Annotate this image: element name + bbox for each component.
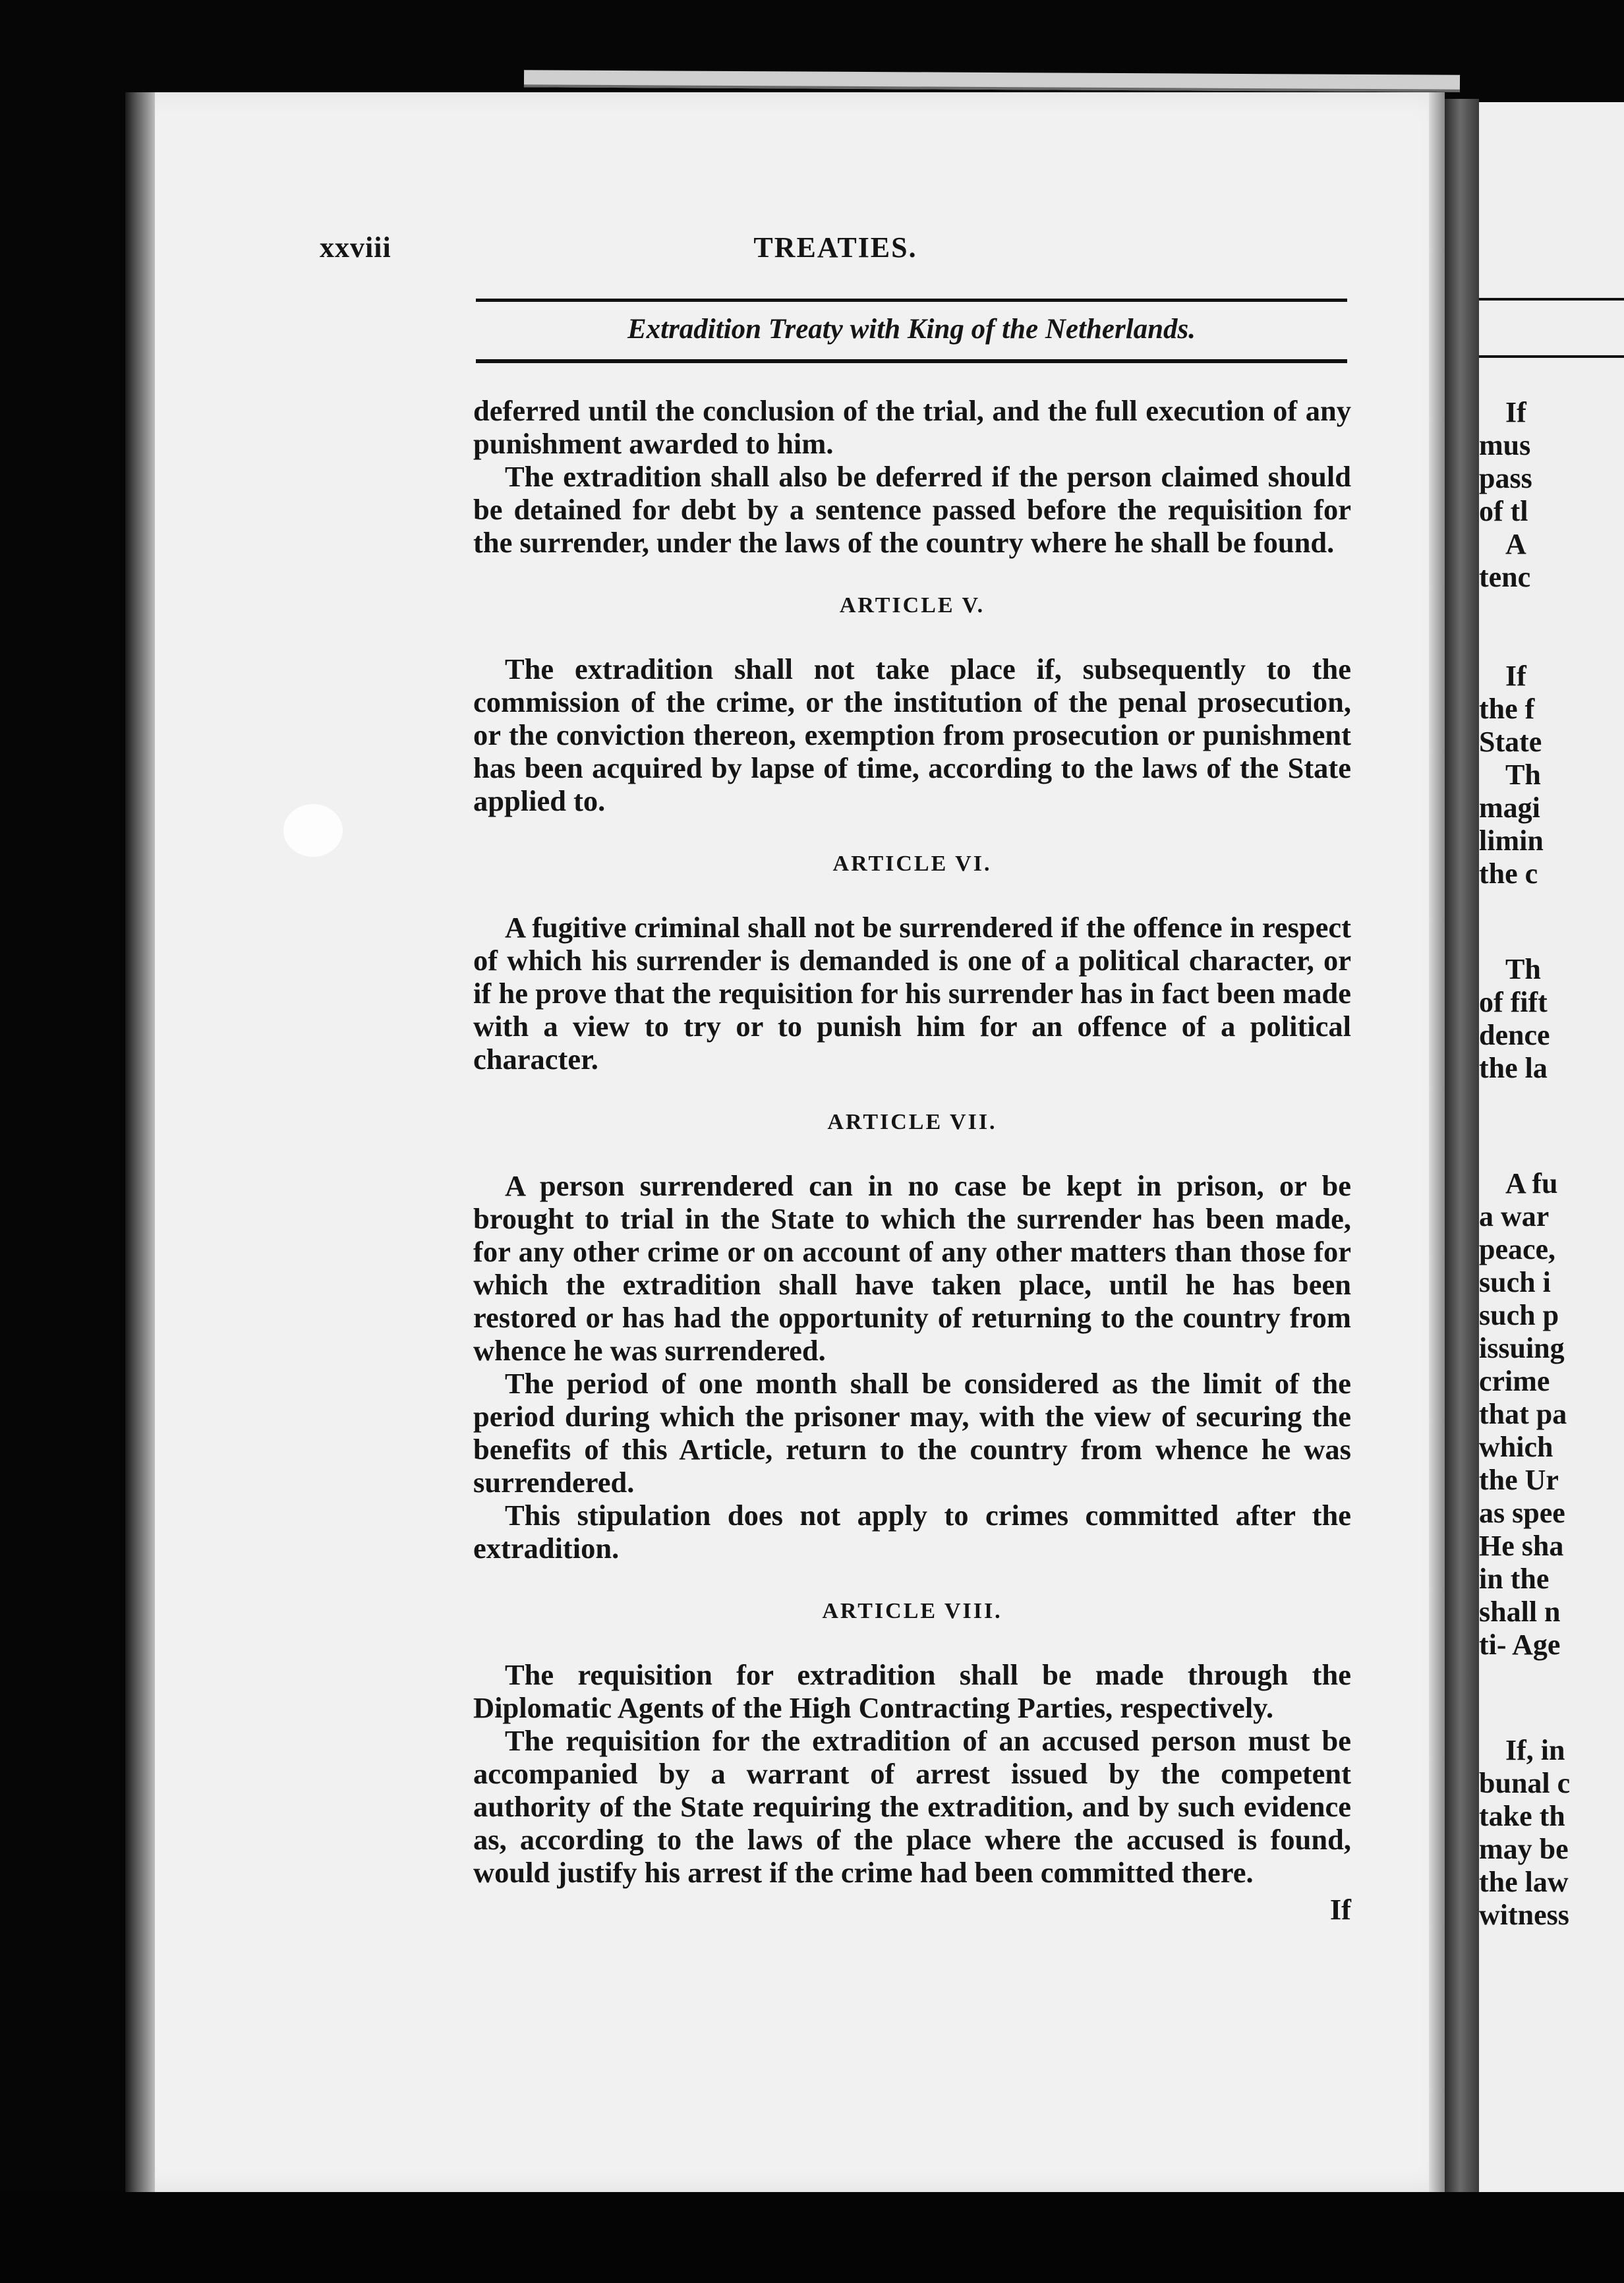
facing-page-line: If (1505, 396, 1526, 428)
facing-page-line: such i (1479, 1266, 1551, 1298)
facing-page-line: in the (1479, 1563, 1550, 1595)
article-heading: ARTICLE VII. (827, 1110, 997, 1134)
facing-page-line: issuing (1479, 1332, 1565, 1364)
page-gutter (125, 92, 155, 2192)
facing-page-line: mus (1479, 429, 1531, 461)
facing-page-line: of fift (1479, 986, 1548, 1018)
facing-page-line: bunal c (1479, 1767, 1571, 1799)
facing-page-line: A fu (1505, 1167, 1558, 1199)
facing-page-line: a war (1479, 1200, 1550, 1232)
facing-page-line: the law (1479, 1866, 1569, 1898)
facing-page-line: shall n (1479, 1596, 1561, 1628)
facing-page-line: that pa (1479, 1398, 1567, 1430)
header-rule-top (476, 299, 1347, 302)
treaty-subtitle: Extradition Treaty with King of the Netherlands. (627, 314, 1196, 345)
page-fold-shadow (1429, 92, 1445, 2192)
facing-page-line: Th (1505, 953, 1541, 985)
paragraph: The extradition shall also be deferred if the person claimed should be detained for debt by a sentence passed before the requisition for the surrender, under the laws of the country where he shall be found. (473, 460, 1351, 559)
body-text (473, 394, 1351, 1926)
paragraph: The requisition for extradition shall be made through the Diplomatic Agents of the High Contracting Parties, respectively. (473, 1658, 1351, 1724)
facing-page-line: He sha (1479, 1530, 1564, 1562)
facing-page-line: If, in (1505, 1734, 1565, 1766)
facing-page-line: the la (1479, 1052, 1548, 1084)
facing-page-line: the f (1479, 693, 1535, 725)
paragraph: A fugitive criminal shall not be surrendered if the offence in respect of which his surrender is demanded is one of a political character, or if he prove that the requisition for his surrender has in fact been made with a view to try or to punish him for an offence of a political character. (473, 911, 1351, 1076)
facing-page-line: pass (1479, 462, 1532, 494)
paragraph: A person surrendered can in no case be kept in prison, or be brought to trial in the State to which the surrender has been made, for any other crime or on account of any other matters than those for which the extradition shall have taken place, until he has been restored or has had the opportunity of returning to the country from whence he was surrendered. (473, 1169, 1351, 1367)
article-heading: ARTICLE VI. (832, 852, 992, 876)
page-number: xxviii (320, 231, 392, 264)
facing-page-line: take th (1479, 1800, 1565, 1832)
facing-page-line: the c (1479, 857, 1538, 890)
facing-page-line: Th (1505, 759, 1541, 791)
facing-page-line: If (1505, 660, 1526, 692)
facing-page-line: the Ur (1479, 1464, 1559, 1496)
running-title: TREATIES. (753, 231, 917, 264)
book-spine (1445, 99, 1479, 2199)
header-rule-bottom (476, 359, 1347, 363)
facing-page-line: dence (1479, 1019, 1550, 1051)
paragraph: The requisition for the extradition of an accused person must be accompanied by a warrant of arrest issued by the competent authority of the State requiring the extradition, and by such evidence as, according to the laws of the place where the accused is found, would justify his arrest if the crime had been committed there. (473, 1724, 1351, 1889)
article-heading: ARTICLE V. (839, 593, 985, 618)
facing-page-line: as spee (1479, 1497, 1565, 1529)
facing-page-line: which (1479, 1431, 1553, 1463)
facing-rule-bottom (1479, 355, 1624, 358)
paper-blemish (283, 804, 343, 857)
scan-margin (0, 2192, 1624, 2283)
facing-page-line: State (1479, 726, 1542, 758)
article-heading: ARTICLE VIII. (822, 1599, 1002, 1623)
facing-page-line: ti- Age (1479, 1629, 1561, 1661)
facing-page-line: of tl (1479, 495, 1528, 527)
paragraph: The extradition shall not take place if, subsequently to the commission of the crime, or the institution of the penal prosecution, or the conviction thereon, exemption from prosecution or punishment has been acquired by lapse of time, according to the laws of the State applied to. (473, 652, 1351, 817)
facing-page-line: crime (1479, 1365, 1550, 1397)
paragraph: deferred until the conclusion of the trial, and the full execution of any punishment awarded to him. (473, 394, 1351, 460)
catchword: If (1329, 1893, 1351, 1926)
facing-page-line: may be (1479, 1833, 1569, 1865)
facing-page-line: magi (1479, 792, 1540, 824)
paragraph: This stipulation does not apply to crimes committed after the extradition. (473, 1499, 1351, 1565)
facing-rule-top (1479, 298, 1624, 301)
running-head (320, 231, 1351, 270)
facing-page-line: A (1505, 528, 1526, 560)
facing-page-line: such p (1479, 1299, 1559, 1331)
facing-page (1479, 102, 1624, 2202)
facing-page-line: peace, (1479, 1233, 1556, 1265)
paragraph: The period of one month shall be considered as the limit of the period during which the prisoner may, with the view of securing the benefits of this Article, return to the country from whence he was surrendered. (473, 1367, 1351, 1499)
facing-page-line: limin (1479, 824, 1544, 857)
facing-page-line: witness (1479, 1899, 1569, 1931)
facing-page-line: tenc (1479, 561, 1531, 593)
